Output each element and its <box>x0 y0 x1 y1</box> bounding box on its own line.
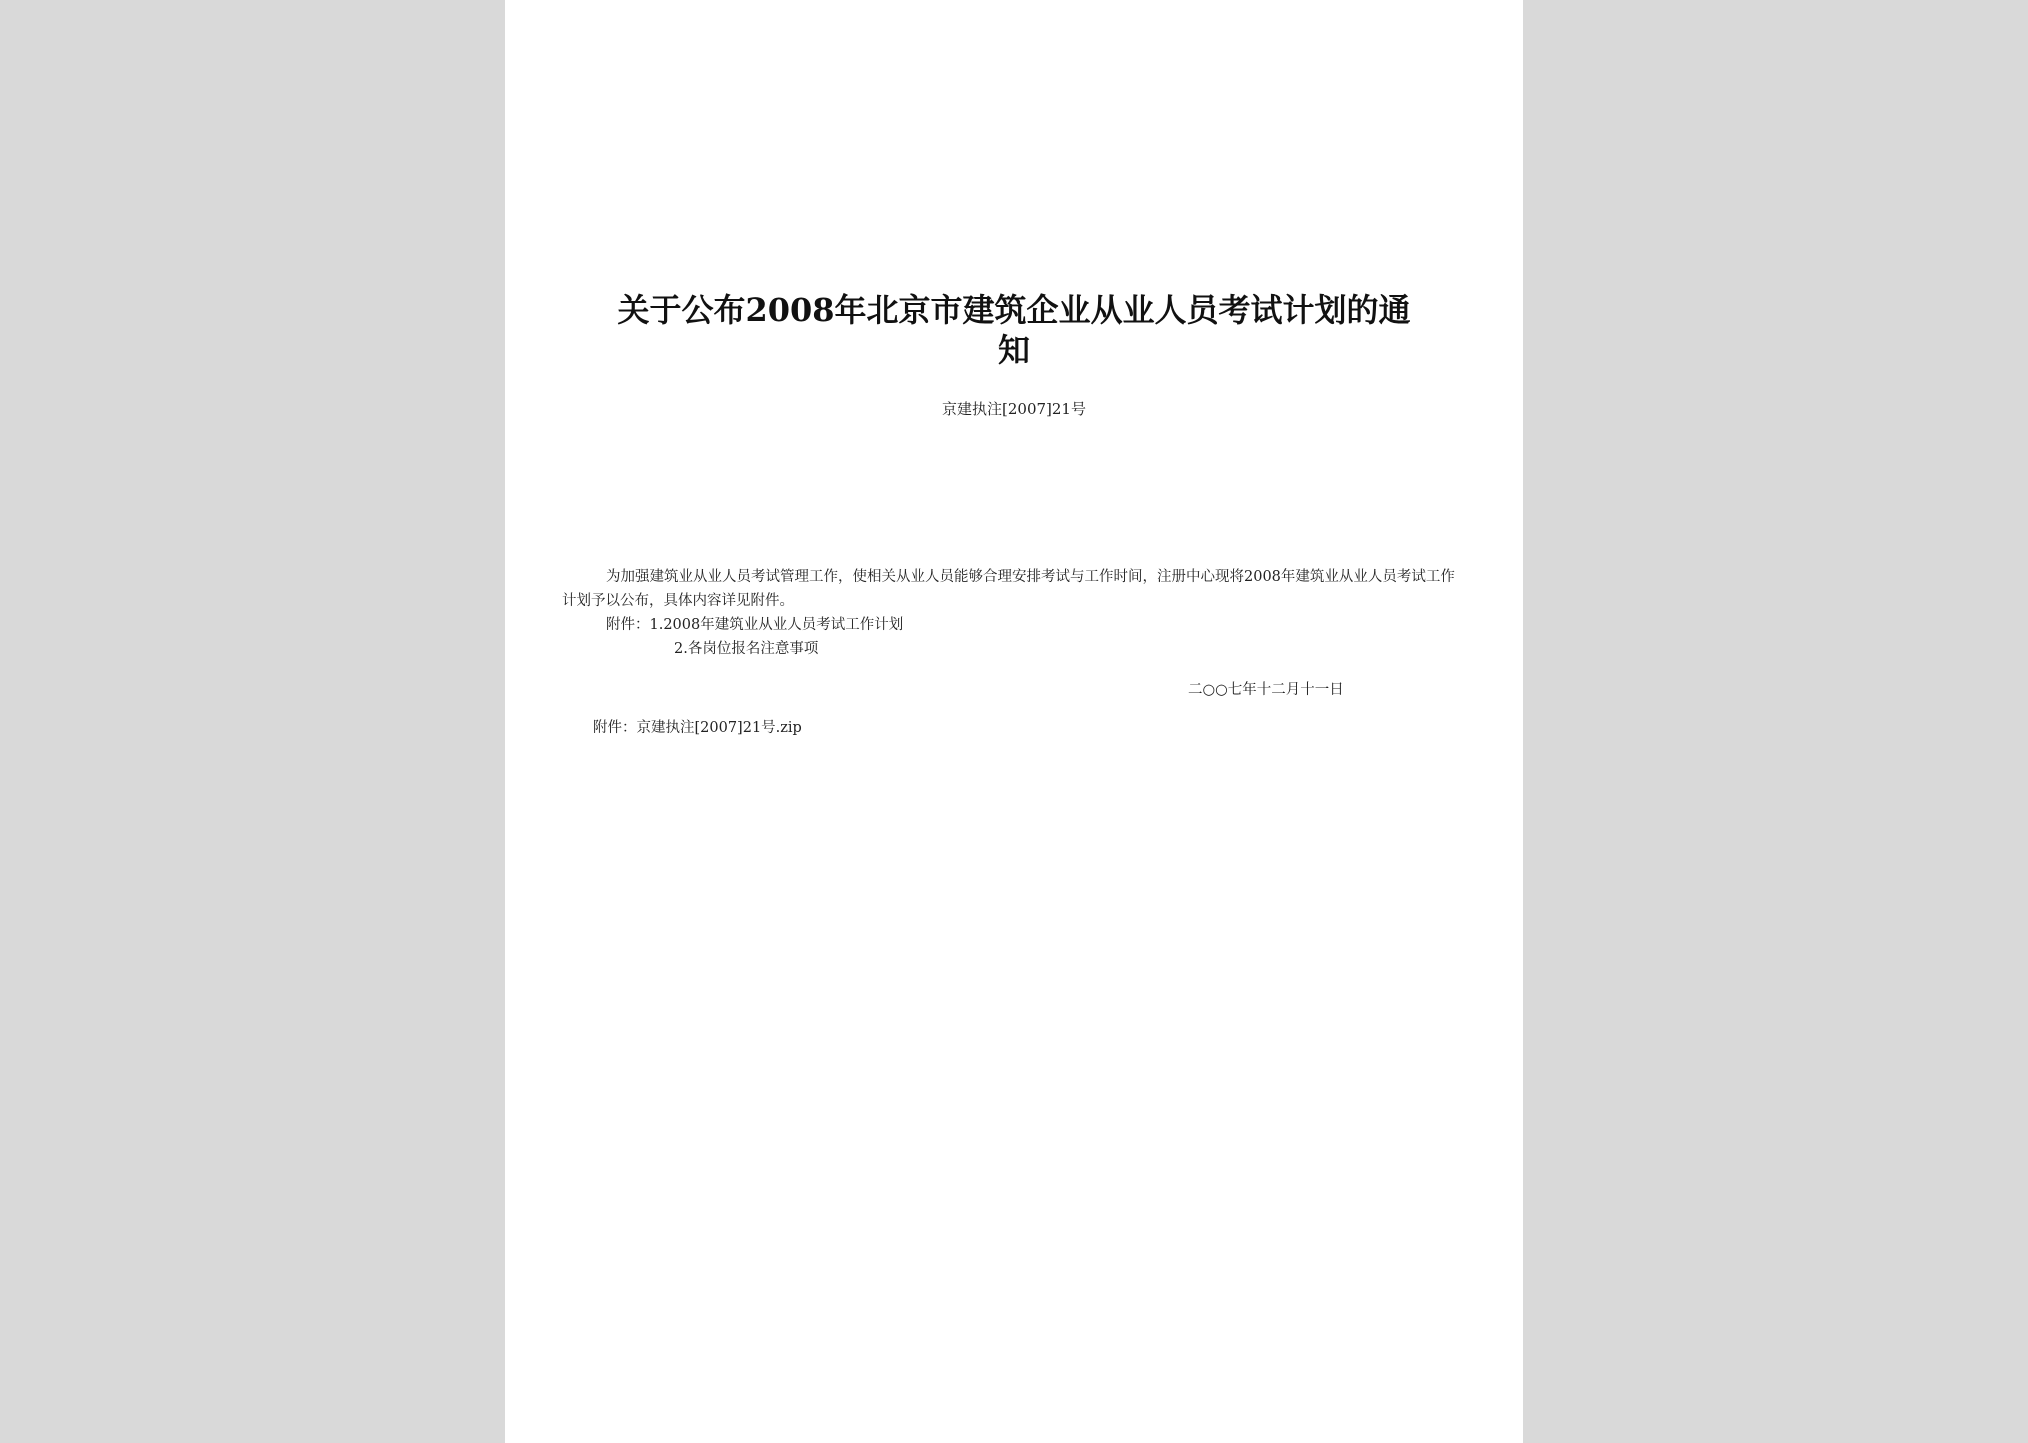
document-number: 京建执注[2007]21号 <box>942 400 1086 418</box>
attachment-file-link[interactable]: 京建执注[2007]21号.zip <box>636 720 802 736</box>
attachments-label: 附件： <box>606 617 650 633</box>
attachment-item-2: 2.各岗位报名注意事项 <box>674 641 819 657</box>
document-body <box>562 565 1467 661</box>
attachment-item-1: 1.2008年建筑业从业人员考试工作计划 <box>649 617 904 633</box>
issue-date: 二○○七年十二月十一日 <box>1188 682 1344 698</box>
title-line-2: 知 <box>997 331 1030 369</box>
page-title <box>565 290 1463 370</box>
attachment-list <box>562 613 1467 637</box>
file-attachment <box>593 716 802 737</box>
document-page <box>505 0 1523 1443</box>
file-attachment-label: 附件： <box>593 720 637 736</box>
paragraph-1: 为加强建筑业从业人员考试管理工作，使相关从业人员能够合理安排考试与工作时间，注册中心现将2008年建筑业从业人员考试工作计划予以公布，具体内容详见附件。 <box>562 569 1455 609</box>
title-line-1: 关于公布2008年北京市建筑企业从业人员考试计划的通 <box>617 291 1411 329</box>
